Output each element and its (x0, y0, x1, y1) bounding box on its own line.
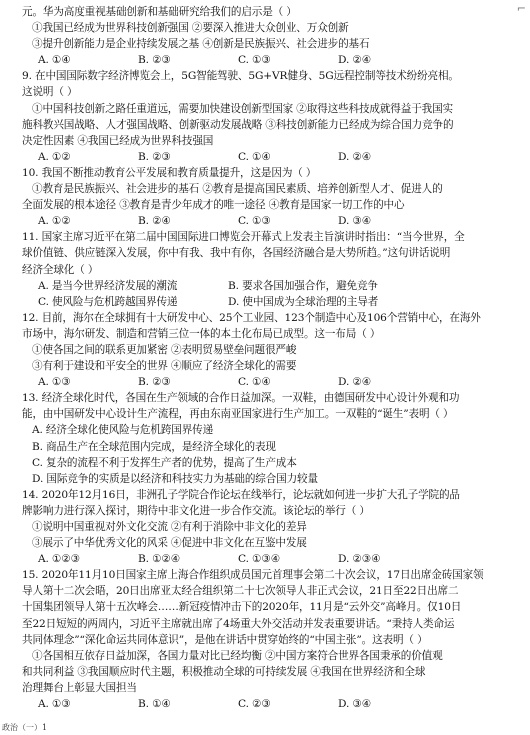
answer-options (22, 213, 514, 229)
text-line: ①我国已经成为世界科技创新强国 ②要深入推进大众创业、万众创新 (32, 22, 349, 35)
answer-options (22, 696, 514, 712)
text-line: 15. 2020年11月10日国家主席上海合作组织成员国元首理事会第二十次会议，17日出席金砖国家领 (22, 569, 484, 582)
text-line: 和共同利益 ③我国顺应时代主题，积极推动全球的可持续发展 ④我国在世界经济和全球 (22, 665, 426, 678)
text-line: ①各国相互依存日益加深，各国力量对比已经均衡 ②中国方案符合世界各国秉承的价值观 (32, 649, 443, 662)
text-line: ③提升创新能力是企业持续发展之基 ④创新是民族振兴、社会进步的基石 (32, 38, 370, 51)
answer-option: A. ①④ (38, 54, 71, 67)
text-line: ①说明中国重视对外文化交流 ②有利于消除中非文化的差异 (32, 521, 307, 533)
answer-option: B. ①④ (138, 698, 171, 711)
answer-option: C. ①④ (238, 376, 271, 389)
answer-option: D. ②④ (338, 54, 372, 67)
text-line: ①中国科技创新之路任重道远，需要加快建设创新型国家 ②取得这些科技成就得益于我国实 (32, 102, 453, 115)
answer-option: D. ②④ (338, 376, 372, 389)
answer-option: B. ①②④ (138, 553, 181, 566)
answer-options (22, 294, 514, 310)
answer-option: B. 要求各国加强合作，避免竞争 (228, 279, 378, 292)
answer-option: A. ①③ (38, 698, 71, 711)
answer-option: C. 使风险与危机跨越国界传递 (38, 295, 178, 308)
text-line: 十国集团领导人第十五次峰会……新冠疫情冲击下的2020年，11月是“云外交”高峰月。仅10日 (22, 601, 462, 614)
answer-option: D. ②④ (338, 150, 372, 163)
text-line: ①使各国之间的联系更加紧密 ②表明贸易壁垒问题很严峻 (32, 343, 297, 356)
text-line: 11. 国家主席习近平在第二届中国国际进口博览会开幕式上发表主旨演讲时指出：“当今世界，全 (22, 231, 465, 244)
answer-option: A. ①② (38, 215, 71, 228)
answer-options (22, 374, 514, 390)
text-line: 9. 在中国国际数字经济博览会上，5G智能驾驶、5G+VR健身、5G远程控制等技术纷纷亮相。 (22, 70, 459, 83)
answer-options (22, 149, 514, 165)
answer-option: D. ③④ (338, 215, 372, 228)
text-line: 14. 2020年12月16日，非洲孔子学院合作论坛在线举行，论坛就如何进一步扩大孔子学院的品 (22, 488, 460, 501)
answer-option: B. ②③ (138, 376, 171, 389)
text-line: 至22日短短的两周内，习近平主席就出席了4场重大外交活动并发表重要讲话。“秉持人类命运 (22, 617, 455, 630)
answer-options (22, 52, 514, 68)
exam-page (22, 4, 514, 712)
answer-option: D. ③④ (338, 698, 372, 711)
text-line: ③有利于建设和平安全的世界 ④顺应了经济全球化的需要 (32, 360, 297, 373)
text-line: 施科教兴国战略、人才强国战略、创新驱动发展战略 ③科技创新能力已经成为综合国力竞争的 (22, 118, 454, 131)
text-line: 元。华为高度重视基础创新和基础研究给我们的启示是（ ） (22, 6, 297, 18)
text-line: 治理舞台上彰显大国担当 (22, 681, 137, 694)
text-line: 全面发展的根本途径 ③教育是青少年成才的唯一途径 ④教育是国家一切工作的中心 (22, 199, 405, 212)
answer-option: A. ①③ (38, 376, 71, 389)
answer-option: D. 使中国成为全球治理的主导者 (228, 295, 379, 308)
text-line: 决定性因素 ④我国已经成为世界科技强国 (22, 134, 214, 147)
text-line: D. 国际竞争的实质是以经济和科技实力为基础的综合国力较量 (32, 472, 318, 485)
answer-option: A. ①② (38, 150, 71, 163)
text-line: C. 复杂的流程不利于发挥生产者的优势，提高了生产成本 (32, 456, 297, 469)
text-line: 共同体理念”“深化命运共同体意识”，是他在讲话中贯穿始终的“中国主张”。这表明（ ） (22, 633, 428, 646)
answer-option: B. ②④ (138, 215, 171, 228)
text-line: 这说明（ ） (22, 86, 78, 99)
text-line: ①教育是民族振兴、社会进步的基石 ②教育是提高国民素质、培养创新型人才、促进人的 (32, 183, 443, 196)
text-line: 球价值链、供应链深入发展，你中有我、我中有你，各国经济融合是大势所趋。”这句讲话说明 (22, 247, 451, 260)
text-line: 13. 经济全球化时代，各国在生产领域的合作日益加深。一双鞋，由德国研发中心设计外观和功 (22, 392, 460, 405)
text-line: 经济全球化（ ） (22, 263, 99, 276)
answer-option: B. ②③ (138, 150, 171, 163)
text-line: 牌影响力进行深入探讨，期待中非文化进一步合作交流。该论坛的举行（ ） (22, 504, 370, 517)
answer-options (22, 278, 514, 294)
answer-option: C. ①③ (238, 54, 271, 67)
text-line: 10. 我国不断推动教育公平发展和教育质量提升，这是因为（ ） (22, 166, 317, 179)
page-footer: 政治（一）1 (2, 723, 48, 732)
text-line: 市场中，海尔研发、制造和营销三位一体的本土化布局已成型。这一布局（ ） (22, 327, 381, 340)
text-line: 能，由中国研发中心设计生产流程，再由东南亚国家进行生产加工。一双鞋的“诞生”表明（ ） (22, 408, 454, 421)
answer-option: C. ①③ (238, 215, 271, 228)
answer-option: C. ②③ (238, 698, 271, 711)
text-line: B. 商品生产在全球范围内完成，是经济全球化的表现 (32, 440, 276, 453)
text-line: 导人第十二次会晤，20日出席亚太经合组织第二十七次领导人非正式会议，21日至22日出席二 (22, 585, 459, 598)
answer-option: B. ②③ (138, 54, 171, 67)
text-line: A. 经济全球化使风险与危机跨国界传递 (32, 424, 214, 437)
answer-option: A. 是当今世界经济发展的潮流 (38, 279, 178, 292)
answer-option: C. ①③④ (238, 553, 281, 566)
answer-option: A. ①②③ (38, 553, 80, 566)
corner-mark-icon: ⌐ (516, 2, 526, 15)
text-line: ③展示了中华优秀文化的风采 ④促进中非文化在互鉴中发展 (32, 537, 307, 550)
text-line: 12. 目前，海尔在全球拥有十大研发中心、25个工业园、123个制造中心及106个营销中心，在海外 (22, 311, 481, 324)
answer-option: C. ①④ (238, 150, 271, 163)
answer-options (22, 551, 514, 567)
answer-option: D. ②③④ (338, 553, 381, 566)
